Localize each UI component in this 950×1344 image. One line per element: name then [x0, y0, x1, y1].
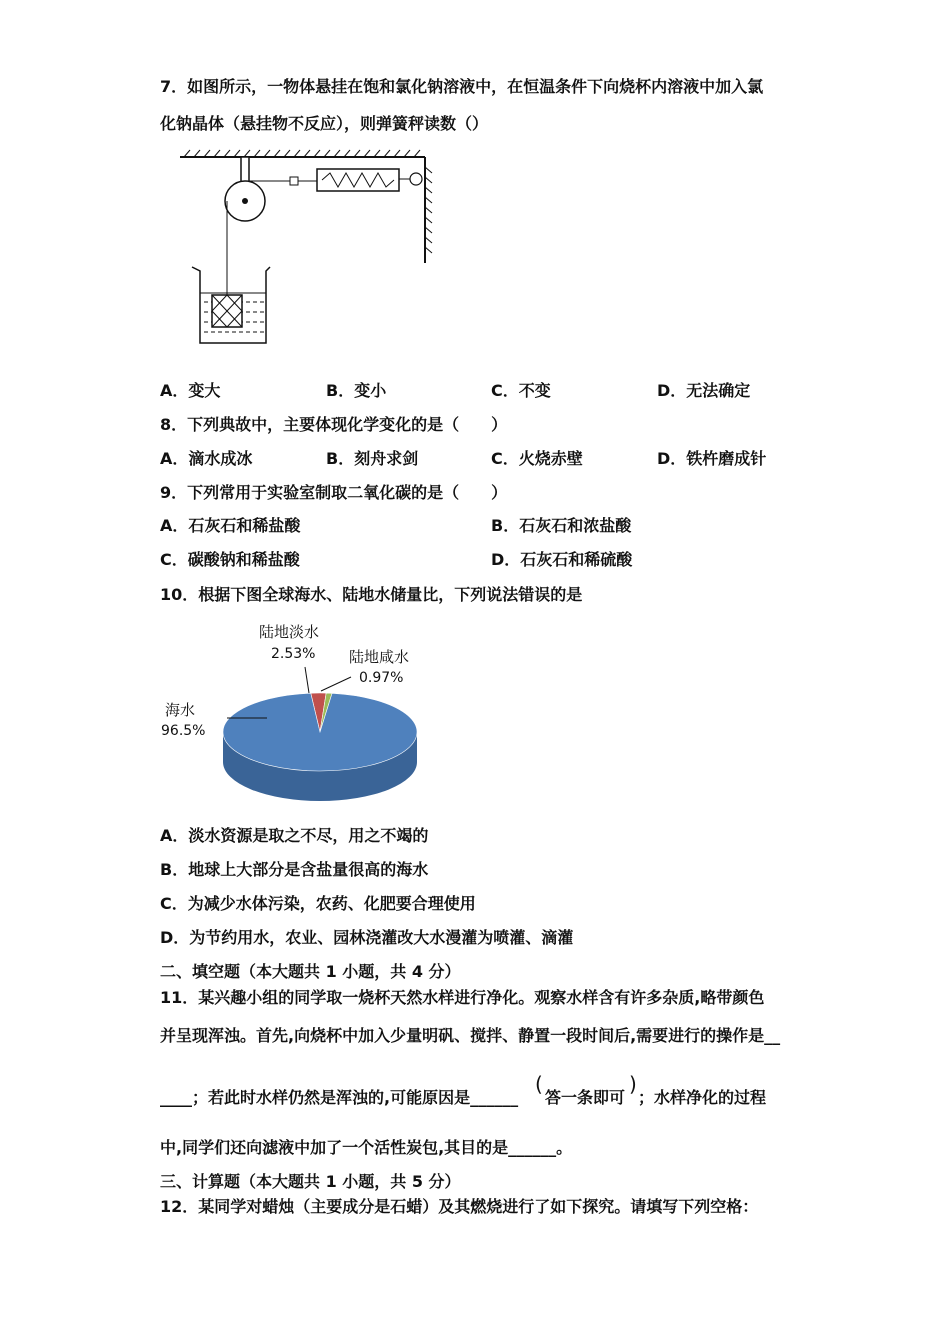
q10-option-c: C．为减少水体污染，农药、化肥要合理使用 [160, 894, 476, 913]
q12-stem: 12．某同学对蜡烛（主要成分是石蜡）及其燃烧进行了如下探究。请填写下列空格： [160, 1197, 759, 1216]
q10-option-d: D．为节约用水，农业、园林浇灌改大水漫灌为喷灌、滴灌 [160, 928, 574, 947]
q11-line2: 并呈现浑浊。首先,向烧杯中加入少量明矾、搅拌、静置一段时间后,需要进行的操作是__ [160, 1026, 781, 1045]
section-3-heading: 三、计算题（本大题共 1 小题，共 5 分） [160, 1172, 461, 1191]
q7-option-a: A．变大 [160, 381, 221, 400]
q7-apparatus-figure [170, 145, 440, 350]
q9-option-c: C．碳酸钠和稀盐酸 [160, 550, 300, 569]
q8-option-a: A．滴水成冰 [160, 449, 253, 468]
q7-stem-line1: 7．如图所示，一物体悬挂在饱和氯化钠溶液中，在恒温条件下向烧杯内溶液中加入氯 [160, 77, 764, 96]
q9-option-a: A．石灰石和稀盐酸 [160, 516, 301, 535]
q11-line3-hint: 答一条即可 [545, 1088, 626, 1107]
q11-line3-part2: ；水样净化的过程 [638, 1088, 767, 1107]
q10-option-a: A．淡水资源是取之不尽，用之不竭的 [160, 826, 429, 845]
q8-option-b: B．刻舟求剑 [326, 449, 419, 468]
q9-stem: 9．下列常用于实验室制取二氧化碳的是（ ） [160, 483, 508, 502]
q11-line3-part1: ____；若此时水样仍然是浑浊的,可能原因是______ [160, 1088, 519, 1107]
q8-stem: 8．下列典故中，主要体现化学变化的是（ ） [160, 415, 508, 434]
pie-label-salt: 陆地咸水 [349, 648, 410, 666]
q10-stem: 10．根据下图全球海水、陆地水储量比，下列说法错误的是 [160, 585, 583, 604]
q11-line1: 11．某兴趣小组的同学取一烧杯天然水样进行净化。观察水样含有许多杂质,略带颜色 [160, 988, 765, 1007]
pie-value-seawater: 96.5% [161, 723, 206, 739]
pie-label-fresh: 陆地淡水 [259, 623, 320, 641]
q9-option-b: B．石灰石和浓盐酸 [491, 516, 632, 535]
q10-option-b: B．地球上大部分是含盐量很高的海水 [160, 860, 429, 879]
pie-value-fresh: 2.53% [271, 646, 316, 662]
q8-option-d: D．铁杵磨成针 [657, 449, 767, 468]
q11-line4: 中,同学们还向滤液中加了一个活性炭包,其目的是______。 [160, 1138, 573, 1157]
q7-option-b: B．变小 [326, 381, 387, 400]
pie-label-seawater: 海水 [165, 701, 196, 719]
pie-value-salt: 0.97% [359, 670, 404, 686]
q7-option-d: D．无法确定 [657, 381, 751, 400]
q7-stem-line2: 化钠晶体（悬挂物不反应），则弹簧秤读数（） [160, 114, 489, 133]
q11-paren-close: ) [629, 1072, 637, 1096]
q9-option-d: D．石灰石和稀硫酸 [491, 550, 633, 569]
water-pie-chart [155, 615, 435, 815]
q8-option-c: C．火烧赤壁 [491, 449, 583, 468]
section-2-heading: 二、填空题（本大题共 1 小题，共 4 分） [160, 962, 461, 981]
q7-option-c: C．不变 [491, 381, 551, 400]
q11-paren-open: ( [535, 1072, 543, 1096]
